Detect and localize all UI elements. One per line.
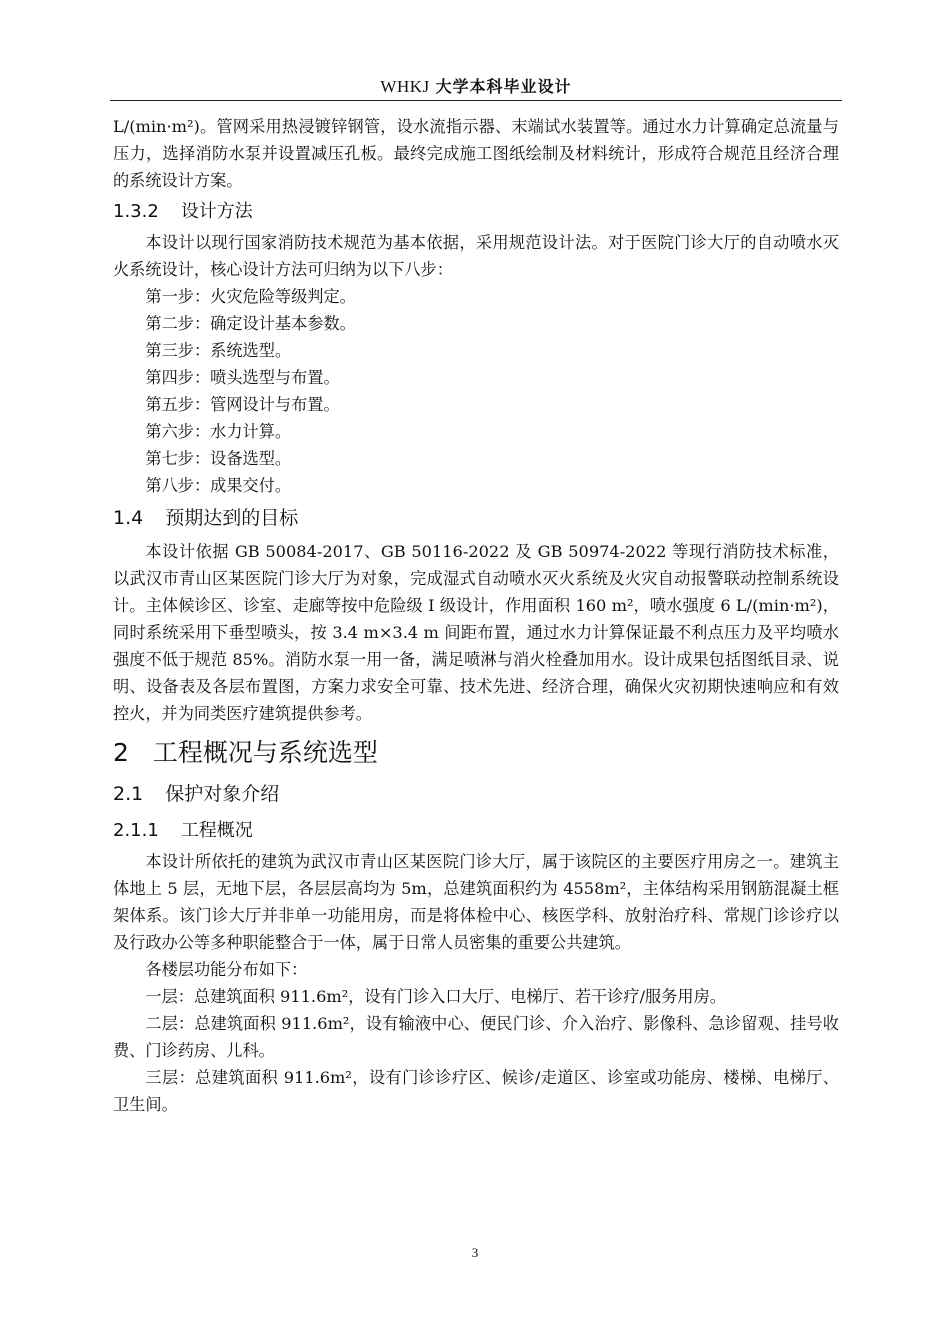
heading-text: 保护对象介绍: [165, 783, 280, 805]
heading-number: 1.4: [113, 507, 144, 529]
paragraph: 第五步：管网设计与布置。: [145, 395, 340, 414]
paragraph: 各楼层功能分布如下：: [145, 960, 308, 979]
heading-text: 工程概况与系统选型: [152, 738, 378, 767]
page-header: [110, 74, 842, 101]
paragraph: 本设计以现行国家消防技术规范为基本依据，采用规范设计法。对于医院门诊大厅的自动喷水灭火系统设计，核心设计方法可归纳为以下八步：: [113, 233, 839, 279]
heading-text: 工程概况: [180, 820, 253, 841]
paragraph: 第七步：设备选型。: [145, 449, 292, 468]
paragraph: 第三步：系统选型。: [145, 341, 292, 360]
heading-text: 预期达到的目标: [165, 507, 299, 529]
paragraph: 第一步：火灾危险等级判定。: [145, 287, 356, 306]
chapter-heading: [113, 731, 839, 775]
subsection-heading: [113, 814, 839, 847]
paragraph: 本设计所依托的建筑为武汉市青山区某医院门诊大厅，属于该院区的主要医疗用房之一。建筑主体地上 5 层，无地下层，各层层高均为 5m，总建筑面积约为 4558m²，主体结构采用钢筋混凝土框架体系。该门诊大厅并非单一功能用房，而是将体检中心、核医学科、放射治疗科、常规门诊诊疗以及行政办公等多种职能整合于一体，属于日常人员密集的重要公共建筑。: [113, 852, 839, 952]
paragraph: 一层：总建筑面积 911.6m²，设有门诊入口大厅、电梯厅、若干诊疗/服务用房。: [145, 987, 726, 1006]
document-body: [113, 113, 839, 1118]
heading-number: 1.3.2: [113, 201, 159, 222]
paragraph: 第八步：成果交付。: [145, 476, 292, 495]
subsection-heading: [113, 195, 839, 228]
paragraph: L/(min·m²)。管网采用热浸镀锌钢管，设水流指示器、末端试水装置等。通过水力计算确定总流量与压力，选择消防水泵并设置减压孔板。最终完成施工图纸绘制及材料统计，形成符合规范且经济合理的系统设计方案。: [113, 117, 839, 190]
heading-text: 设计方法: [180, 201, 253, 222]
paragraph: 二层：总建筑面积 911.6m²，设有输液中心、便民门诊、介入治疗、影像科、急诊留观、挂号收费、门诊药房、儿科。: [113, 1014, 839, 1060]
heading-number: 2: [113, 738, 129, 767]
paragraph: 第二步：确定设计基本参数。: [145, 314, 356, 333]
heading-number: 2.1: [113, 783, 144, 805]
header-title: 大学本科毕业设计: [435, 77, 572, 96]
paragraph: 本设计依据 GB 50084-2017、GB 50116-2022 及 GB 50974-2022 等现行消防技术标准，以武汉市青山区某医院门诊大厅为对象，完成湿式自动喷水灭火系统及火灾自动报警联动控制系统设计。主体候诊区、诊室、走廊等按中危险级 I 级设计，作用面积 160 m²，喷水强度 6 L/(min·m²)，同时系统采用下垂型喷头，按 3.4 m×3.4 m 间距布置，通过水力计算保证最不利点压力及平均喷水强度不低于规范 85%。消防水泵一用一备，满足喷淋与消火栓叠加用水。设计成果包括图纸目录、说明、设备表及各层布置图，方案力求安全可靠、技术先进、经济合理，确保火灾初期快速响应和有效控火，并为同类医疗建筑提供参考。: [113, 542, 839, 723]
section-heading: [113, 501, 839, 536]
header-brand: WHKJ: [380, 77, 430, 96]
heading-number: 2.1.1: [113, 820, 159, 841]
page-number: 3: [471, 1245, 479, 1260]
paragraph: 第六步：水力计算。: [145, 422, 292, 441]
section-heading: [113, 777, 839, 812]
paragraph: 三层：总建筑面积 911.6m²，设有门诊诊疗区、候诊/走道区、诊室或功能房、楼梯、电梯厅、卫生间。: [113, 1068, 839, 1114]
paragraph: 第四步：喷头选型与布置。: [145, 368, 340, 387]
